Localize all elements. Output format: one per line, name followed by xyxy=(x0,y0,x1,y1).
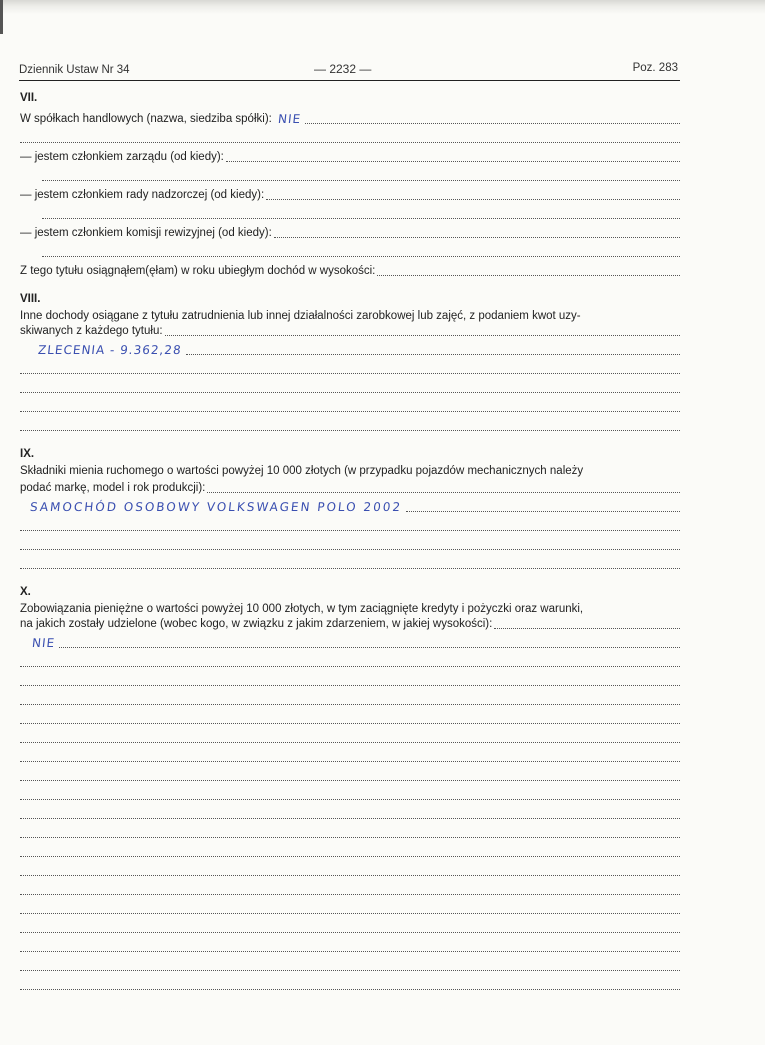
blank-line xyxy=(20,746,680,765)
blank-line xyxy=(20,708,680,727)
board-line xyxy=(20,146,680,165)
section-8-answer-line xyxy=(20,339,680,358)
blank-line xyxy=(20,358,680,377)
blank-line xyxy=(20,553,680,572)
section-9-answer: SAMOCHÓD OSOBOWY VOLKSWAGEN POLO 2002 xyxy=(29,500,403,514)
blank-line xyxy=(20,727,680,746)
blank-line xyxy=(20,936,680,955)
blank-line xyxy=(20,651,680,670)
header-rule xyxy=(19,80,680,81)
blank-line xyxy=(20,898,680,917)
blank-line xyxy=(20,765,680,784)
blank-line xyxy=(20,689,680,708)
blank-line xyxy=(20,396,680,415)
board-label: — jestem członkiem zarządu (od kiedy): xyxy=(20,151,224,163)
blank-line xyxy=(20,670,680,689)
page-header xyxy=(19,62,680,78)
blank-line xyxy=(20,917,680,936)
blank-line xyxy=(20,822,680,841)
section-10-title: X. xyxy=(20,586,31,598)
blank-line xyxy=(20,127,680,146)
section-10-answer: NIE xyxy=(31,636,56,650)
section-8-answer: ZLECENIA - 9.362,28 xyxy=(37,343,183,357)
section-8-text-1: Inne dochody osiągane z tytułu zatrudnienia lub innej działalności zarobkowej lub zajęć, z podaniem kwot uzy- xyxy=(20,310,581,322)
section-9-text-2: podać markę, model i rok produkcji): xyxy=(20,482,206,494)
blank-line xyxy=(20,974,680,993)
blank-line xyxy=(20,784,680,803)
section-10-text-2: na jakich zostały udzielone (wobec kogo, w związku z jakim zdarzeniem, w jakiej wysokości): xyxy=(20,618,493,630)
section-9-title: IX. xyxy=(20,448,35,460)
blank-line xyxy=(20,515,680,534)
blank-line xyxy=(20,841,680,860)
blank-line xyxy=(20,879,680,898)
audit-label: — jestem członkiem komisji rewizyjnej (od kiedy): xyxy=(20,227,272,239)
blank-line xyxy=(20,955,680,974)
audit-line xyxy=(20,222,680,241)
income-line xyxy=(20,260,680,279)
section-9-answer-line xyxy=(20,496,680,515)
journal-title: Dziennik Ustaw Nr 34 xyxy=(19,64,130,76)
company-label: W spółkach handlowych (nazwa, siedziba spółki): xyxy=(20,113,272,125)
blank-line xyxy=(20,377,680,396)
form-content xyxy=(20,88,680,993)
blank-line xyxy=(20,241,680,260)
section-10-answer-line xyxy=(20,632,680,651)
dotted-fill xyxy=(305,119,680,124)
company-line xyxy=(20,108,680,127)
position-number: Poz. 283 xyxy=(632,62,678,74)
supervisory-label: — jestem członkiem rady nadzorczej (od kiedy): xyxy=(20,189,265,201)
section-8-title: VIII. xyxy=(20,293,41,305)
blank-line xyxy=(20,534,680,553)
section-10-text-1: Zobowiązania pieniężne o wartości powyżej 10 000 złotych, w tym zaciągnięte kredyty i pożyczki oraz warunki, xyxy=(20,603,584,615)
company-answer: NIE xyxy=(277,112,302,126)
blank-line xyxy=(20,860,680,879)
blank-line xyxy=(20,803,680,822)
blank-line xyxy=(20,415,680,434)
section-8-line-2 xyxy=(20,324,680,339)
scan-left-mark xyxy=(0,0,3,34)
blank-line xyxy=(20,165,680,184)
section-9-line-2 xyxy=(20,479,680,496)
section-8-text-2: skiwanych z każdego tytułu: xyxy=(20,325,163,337)
section-9-text-1: Składniki mienia ruchomego o wartości powyżej 10 000 złotych (w przypadku pojazdów mechanicznych należy xyxy=(20,465,584,477)
section-7-title: VII. xyxy=(20,92,38,104)
section-10-line-2 xyxy=(20,617,680,632)
supervisory-line xyxy=(20,184,680,203)
page-number: — 2232 — xyxy=(314,62,372,76)
income-label: Z tego tytułu osiągnąłem(ęłam) w roku ubiegłym dochód w wysokości: xyxy=(20,265,376,277)
blank-line xyxy=(20,203,680,222)
scan-edge xyxy=(0,0,765,14)
